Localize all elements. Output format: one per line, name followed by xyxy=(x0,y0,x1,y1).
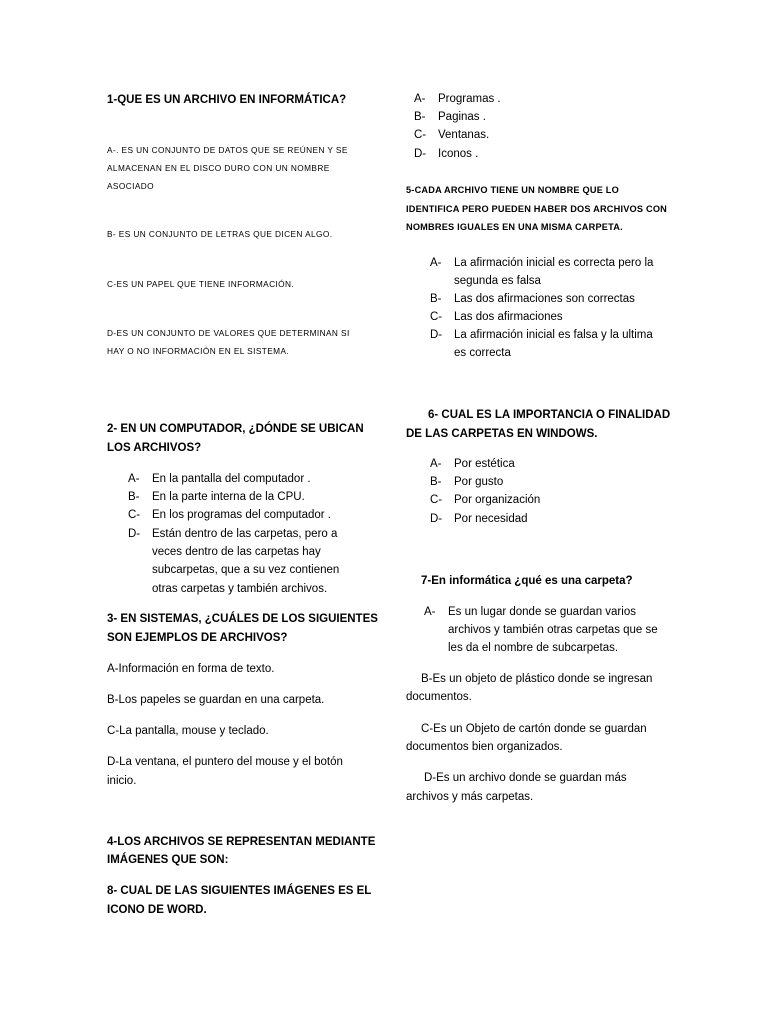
q3-option-b: B-Los papeles se guardan en una carpeta. xyxy=(107,694,325,706)
q2-option-b: B- En la parte interna de la CPU. xyxy=(128,491,305,503)
q3-title-line2: SON EJEMPLOS DE ARCHIVOS? xyxy=(107,632,288,644)
q6-option-c: C- Por organización xyxy=(430,494,541,506)
q3-option-a: A-Información en forma de texto. xyxy=(107,663,275,675)
q3-title-line1: 3- EN SISTEMAS, ¿CUÁLES DE LOS SIGUIENTES xyxy=(107,613,378,625)
q2-option-c: C- En los programas del computador . xyxy=(128,509,331,521)
q3-option-d-line1: D-La ventana, el puntero del mouse y el botón xyxy=(107,756,343,768)
q7-option-b-line2: documentos. xyxy=(406,691,472,703)
q1-title: 1-QUE ES UN ARCHIVO EN INFORMÁTICA? xyxy=(107,94,347,106)
q4-title-line1: 4-LOS ARCHIVOS SE REPRESENTAN MEDIANTE xyxy=(107,836,376,848)
q6-title-line2: DE LAS CARPETAS EN WINDOWS. xyxy=(406,428,598,440)
q5-option-a: A- La afirmación inicial es correcta pero la xyxy=(430,257,654,269)
q2-option-d-cont1: veces dentro de las carpetas hay xyxy=(152,546,321,558)
q5-statement-line1: 5-CADA ARCHIVO TIENE UN NOMBRE QUE LO xyxy=(406,185,619,195)
q1-option-a-line2: ALMACENAN EN EL DISCO DURO CON UN NOMBRE xyxy=(107,163,330,173)
q3-option-c: C-La pantalla, mouse y teclado. xyxy=(107,725,269,737)
q6-option-d: D- Por necesidad xyxy=(430,513,528,525)
q5-statement-line3: NOMBRES IGUALES EN UNA MISMA CARPETA. xyxy=(406,222,623,232)
q5-option-a-cont: segunda es falsa xyxy=(454,275,541,287)
q5-statement-line2: IDENTIFICA PERO PUEDEN HABER DOS ARCHIVOS CON xyxy=(406,204,667,214)
q2-option-a: A- En la pantalla del computador . xyxy=(128,473,311,485)
q2-option-d-cont3: otras carpetas y también archivos. xyxy=(152,583,328,595)
q1-option-a-line3: ASOCIADO xyxy=(107,181,154,191)
q7-option-a-cont2: les da el nombre de subcarpetas. xyxy=(448,642,619,654)
q7-option-a: A- Es un lugar donde se guardan varios xyxy=(424,606,636,618)
q5-option-d: D- La afirmación inicial es falsa y la ultima xyxy=(430,329,653,341)
q5-option-d-cont: es correcta xyxy=(454,347,511,359)
q7-option-c-line2: documentos bien organizados. xyxy=(406,741,563,753)
q4-option-c: C- Ventanas. xyxy=(414,129,490,141)
q8-title-line2: ICONO DE WORD. xyxy=(107,904,207,916)
q1-option-a-line1: A-. ES UN CONJUNTO DE DATOS QUE SE REÚNEN Y SE xyxy=(107,145,348,155)
q1-option-c: C-ES UN PAPEL QUE TIENE INFORMACIÓN. xyxy=(107,279,295,289)
q2-option-d: D- Están dentro de las carpetas, pero a xyxy=(128,528,338,540)
q3-option-d-line2: inicio. xyxy=(107,775,137,787)
q7-option-c-line1: C-Es un Objeto de cartón donde se guardan xyxy=(421,723,647,735)
q7-title: 7-En informática ¿qué es una carpeta? xyxy=(421,575,633,587)
q5-option-c: C- Las dos afirmaciones xyxy=(430,311,563,323)
q4-option-d: D- Iconos . xyxy=(414,148,479,160)
q7-option-d-line1: D-Es un archivo donde se guardan más xyxy=(424,772,627,784)
q7-option-d-line2: archivos y más carpetas. xyxy=(406,791,534,803)
q6-title-line1: 6- CUAL ES LA IMPORTANCIA O FINALIDAD xyxy=(428,409,671,421)
q1-option-d-line1: D-ES UN CONJUNTO DE VALORES QUE DETERMINAN SI xyxy=(107,328,350,338)
q2-option-d-cont2: subcarpetas, que a su vez contienen xyxy=(152,564,340,576)
q1-option-b: B- ES UN CONJUNTO DE LETRAS QUE DICEN ALGO. xyxy=(107,229,333,239)
q6-option-b: B- Por gusto xyxy=(430,476,504,488)
q8-title-line1: 8- CUAL DE LAS SIGUIENTES IMÁGENES ES EL xyxy=(107,885,372,897)
q6-option-a: A- Por estética xyxy=(430,458,515,470)
q4-option-b: B- Paginas . xyxy=(414,111,486,123)
q5-option-b: B- Las dos afirmaciones son correctas xyxy=(430,293,635,305)
q2-title-line1: 2- EN UN COMPUTADOR, ¿DÓNDE SE UBICAN xyxy=(107,423,364,435)
q1-option-d-line2: HAY O NO INFORMACIÓN EN EL SISTEMA. xyxy=(107,346,290,356)
q7-option-b-line1: B-Es un objeto de plástico donde se ingresan xyxy=(421,673,653,685)
q2-title-line2: LOS ARCHIVOS? xyxy=(107,442,202,454)
q7-option-a-cont1: archivos y también otras carpetas que se xyxy=(448,624,658,636)
q4-title-line2: IMÁGENES QUE SON: xyxy=(107,854,229,866)
q4-option-a: A- Programas . xyxy=(414,93,501,105)
